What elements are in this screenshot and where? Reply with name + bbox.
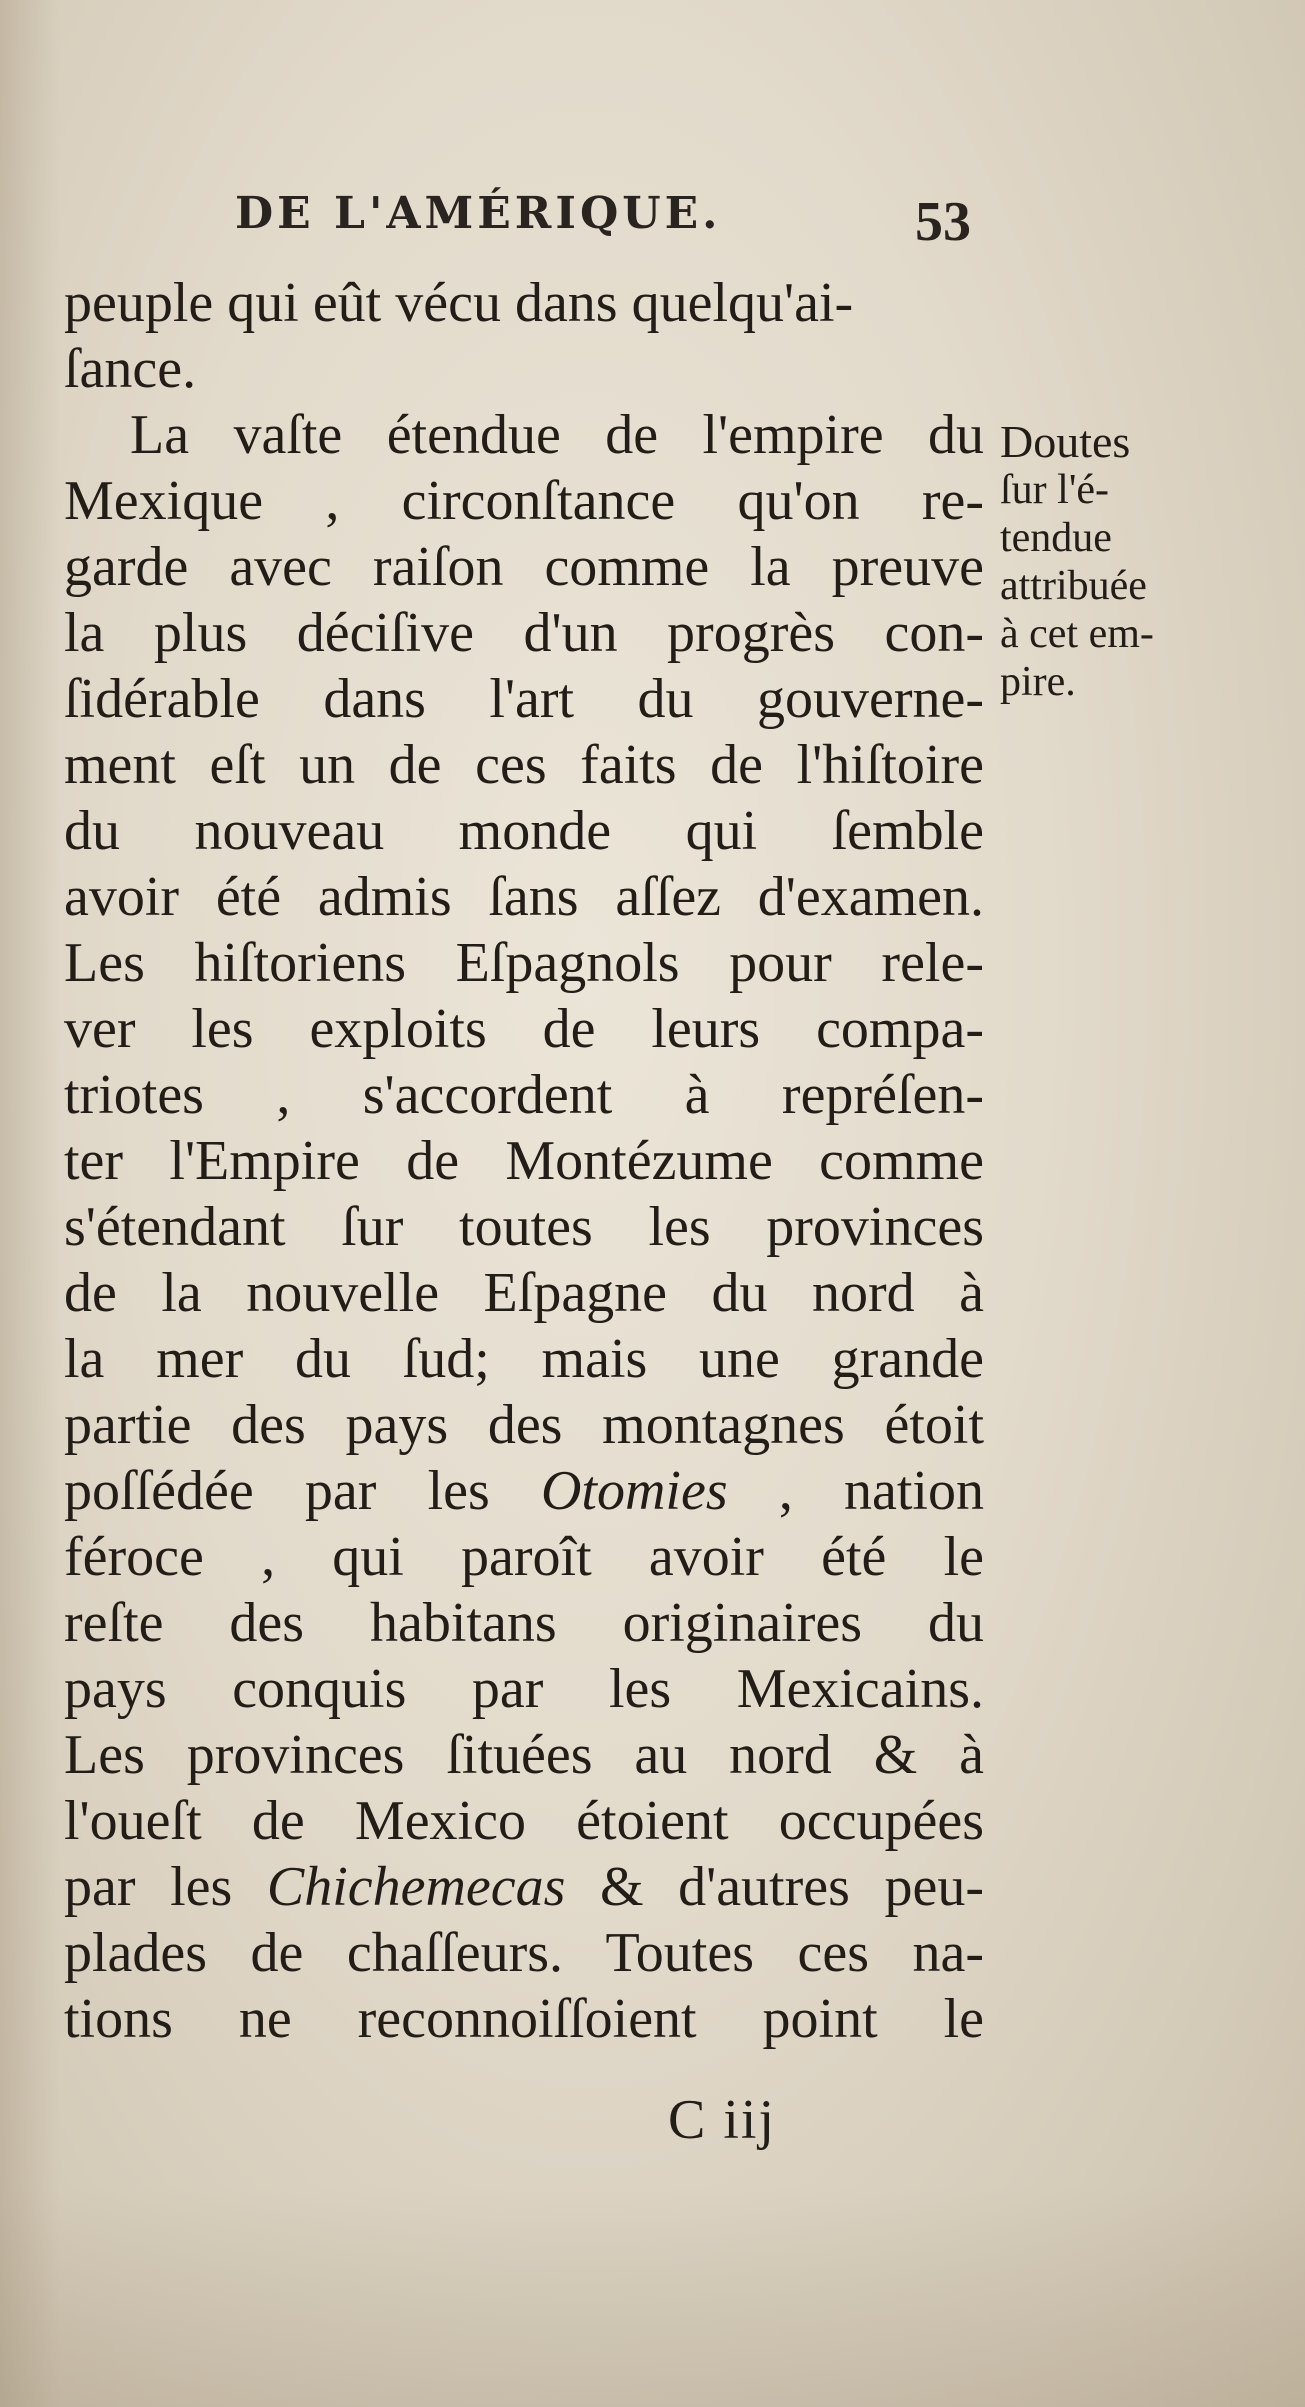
- margin-note-line: Doutes: [1000, 416, 1131, 467]
- text-line: ſidérable dans l'art du gouverne-: [64, 668, 984, 730]
- text-line: de la nouvelle Eſpagne du nord à: [64, 1262, 984, 1324]
- text-line: s'étendant ſur toutes les provinces: [64, 1196, 984, 1258]
- text-line: l'oueſt de Mexico étoient occupées: [64, 1790, 984, 1852]
- text-line: La vaſte étendue de l'empire du: [130, 404, 984, 466]
- text-segment: poſſédée par les: [64, 1460, 541, 1522]
- margin-note-line: pire.: [1000, 659, 1076, 705]
- text-line: [64, 1854, 984, 1920]
- running-head: DE L'AMÉRIQUE.: [235, 188, 722, 239]
- margin-note-line: tendue: [1000, 515, 1112, 561]
- text-line: garde avec raiſon comme la preuve: [64, 536, 984, 598]
- signature-mark: C iij: [668, 2089, 777, 2151]
- text-line: [64, 1458, 984, 1524]
- page-number: 53: [915, 191, 971, 253]
- italic-name: Chichemecas: [266, 1856, 566, 1918]
- main-text-block: [64, 270, 984, 2052]
- text-line: pays conquis par les Mexicains.: [64, 1658, 984, 1720]
- page-bottom-shadow: [0, 2187, 1305, 2407]
- text-line: plades de chaſſeurs. Toutes ces na-: [64, 1922, 984, 1984]
- text-line: ſance.: [64, 338, 197, 400]
- text-segment: , nation: [727, 1460, 984, 1522]
- text-line: avoir été admis ſans aſſez d'examen.: [64, 866, 984, 928]
- text-line: féroce , qui paroît avoir été le: [64, 1526, 984, 1588]
- margin-note-line: à cet em-: [1000, 611, 1154, 657]
- text-segment: par les: [64, 1856, 267, 1918]
- text-line: ver les exploits de leurs compa-: [64, 998, 984, 1060]
- text-line: triotes , s'accordent à repréſen-: [64, 1064, 984, 1126]
- text-line: ter l'Empire de Montézume comme: [64, 1130, 984, 1192]
- margin-note: [1000, 418, 1260, 706]
- text-line: Mexique , circonſtance qu'on re-: [64, 470, 984, 532]
- margin-note-line: attribuée: [1000, 563, 1147, 609]
- text-line: la plus déciſive d'un progrès con-: [64, 602, 984, 664]
- text-line: reſte des habitans originaires du: [64, 1592, 984, 1654]
- text-line: ment eſt un de ces faits de l'hiſtoire: [64, 734, 984, 796]
- page-edge-shadow: [0, 0, 60, 2407]
- text-line: peuple qui eût vécu dans quelqu'ai-: [64, 272, 854, 334]
- text-line: Les hiſtoriens Eſpagnols pour rele-: [64, 932, 984, 994]
- text-segment: & d'autres peu-: [565, 1856, 984, 1918]
- text-line: la mer du ſud; mais une grande: [64, 1328, 984, 1390]
- italic-name: Otomies: [540, 1460, 728, 1522]
- text-line: partie des pays des montagnes étoit: [64, 1394, 984, 1456]
- text-line: Les provinces ſituées au nord & à: [64, 1724, 984, 1786]
- text-line: tions ne reconnoiſſoient point le: [64, 1988, 984, 2050]
- margin-note-line: ſur l'é-: [1000, 467, 1110, 513]
- text-line: du nouveau monde qui ſemble: [64, 800, 984, 862]
